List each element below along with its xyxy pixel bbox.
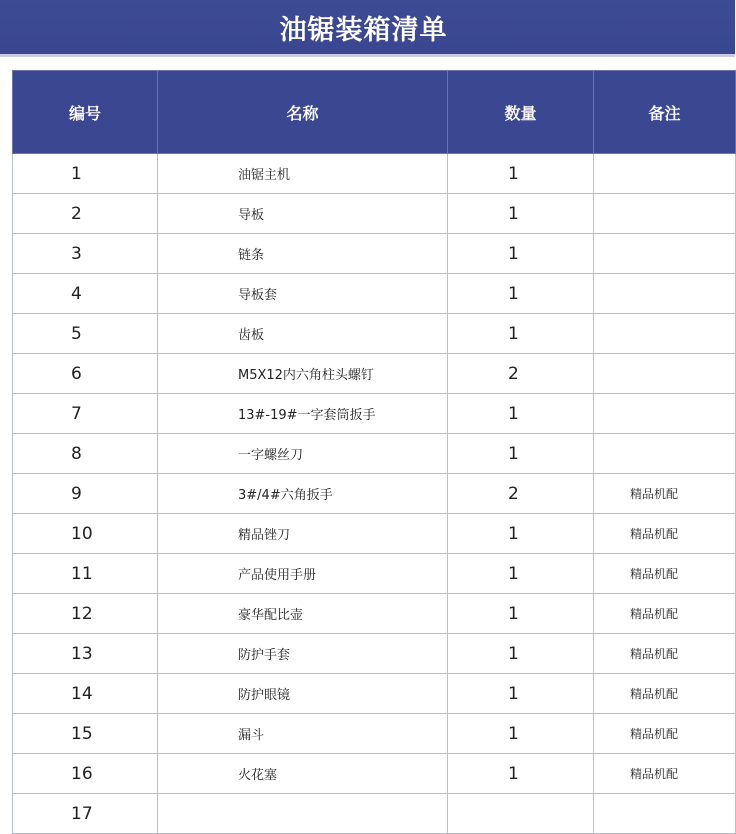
item-remark <box>594 194 736 234</box>
item-number: 7 <box>13 394 158 434</box>
item-remark: 精品机配 <box>594 754 736 794</box>
item-name: 链条 <box>158 234 448 274</box>
item-number: 6 <box>13 354 158 394</box>
table-row <box>13 514 736 554</box>
header-number: 编号 <box>13 71 158 154</box>
item-quantity: 1 <box>448 594 594 634</box>
item-name: 导板套 <box>158 274 448 314</box>
table-header-row <box>13 71 736 154</box>
table-row <box>13 234 736 274</box>
table-row <box>13 554 736 594</box>
item-name: 3#/4#六角扳手 <box>158 474 448 514</box>
item-quantity: 1 <box>448 714 594 754</box>
item-quantity: 1 <box>448 434 594 474</box>
item-quantity: 1 <box>448 674 594 714</box>
header-quantity: 数量 <box>448 71 594 154</box>
table-row <box>13 754 736 794</box>
item-quantity: 1 <box>448 514 594 554</box>
item-number: 15 <box>13 714 158 754</box>
item-number: 3 <box>13 234 158 274</box>
item-quantity: 1 <box>448 274 594 314</box>
item-remark <box>594 314 736 354</box>
item-name: M5X12内六角柱头螺钉 <box>158 354 448 394</box>
item-number: 10 <box>13 514 158 554</box>
item-remark <box>594 394 736 434</box>
item-number: 4 <box>13 274 158 314</box>
item-name: 精品锉刀 <box>158 514 448 554</box>
table-row <box>13 354 736 394</box>
item-name: 产品使用手册 <box>158 554 448 594</box>
item-number: 14 <box>13 674 158 714</box>
table-body <box>13 154 736 834</box>
packing-list-table <box>12 70 736 834</box>
table-row <box>13 394 736 434</box>
item-name <box>158 794 448 834</box>
item-name: 油锯主机 <box>158 154 448 194</box>
item-name: 齿板 <box>158 314 448 354</box>
item-quantity: 1 <box>448 634 594 674</box>
table-row <box>13 314 736 354</box>
item-name: 13#-19#一字套筒扳手 <box>158 394 448 434</box>
item-remark: 精品机配 <box>594 594 736 634</box>
item-quantity: 1 <box>448 754 594 794</box>
item-quantity: 1 <box>448 314 594 354</box>
item-remark <box>594 154 736 194</box>
item-remark: 精品机配 <box>594 474 736 514</box>
item-name: 漏斗 <box>158 714 448 754</box>
item-name: 导板 <box>158 194 448 234</box>
table-row <box>13 474 736 514</box>
item-number: 1 <box>13 154 158 194</box>
item-remark <box>594 434 736 474</box>
item-number: 12 <box>13 594 158 634</box>
item-name: 防护眼镜 <box>158 674 448 714</box>
item-remark <box>594 354 736 394</box>
item-name: 豪华配比壶 <box>158 594 448 634</box>
item-name: 防护手套 <box>158 634 448 674</box>
table-row <box>13 714 736 754</box>
table-row <box>13 194 736 234</box>
item-quantity: 2 <box>448 474 594 514</box>
item-number: 9 <box>13 474 158 514</box>
item-remark: 精品机配 <box>594 714 736 754</box>
title-banner <box>0 0 735 57</box>
header-remarks: 备注 <box>594 71 736 154</box>
item-quantity: 2 <box>448 354 594 394</box>
page-title: 油锯装箱清单 <box>279 14 448 46</box>
item-remark: 精品机配 <box>594 554 736 594</box>
table-row <box>13 274 736 314</box>
item-remark <box>594 274 736 314</box>
item-number: 16 <box>13 754 158 794</box>
table-row <box>13 154 736 194</box>
item-remark: 精品机配 <box>594 634 736 674</box>
item-quantity: 1 <box>448 194 594 234</box>
item-remark: 精品机配 <box>594 674 736 714</box>
item-quantity: 1 <box>448 394 594 434</box>
item-name: 火花塞 <box>158 754 448 794</box>
packing-list-table-container <box>12 70 735 824</box>
item-quantity: 1 <box>448 234 594 274</box>
item-remark <box>594 794 736 834</box>
item-number: 5 <box>13 314 158 354</box>
item-number: 11 <box>13 554 158 594</box>
item-number: 8 <box>13 434 158 474</box>
item-number: 17 <box>13 794 158 834</box>
item-remark <box>594 234 736 274</box>
item-quantity <box>448 794 594 834</box>
item-number: 2 <box>13 194 158 234</box>
table-row <box>13 634 736 674</box>
item-quantity: 1 <box>448 154 594 194</box>
table-row <box>13 794 736 834</box>
table-row <box>13 674 736 714</box>
item-remark: 精品机配 <box>594 514 736 554</box>
item-number: 13 <box>13 634 158 674</box>
item-name: 一字螺丝刀 <box>158 434 448 474</box>
header-name: 名称 <box>158 71 448 154</box>
table-row <box>13 434 736 474</box>
item-quantity: 1 <box>448 554 594 594</box>
table-row <box>13 594 736 634</box>
